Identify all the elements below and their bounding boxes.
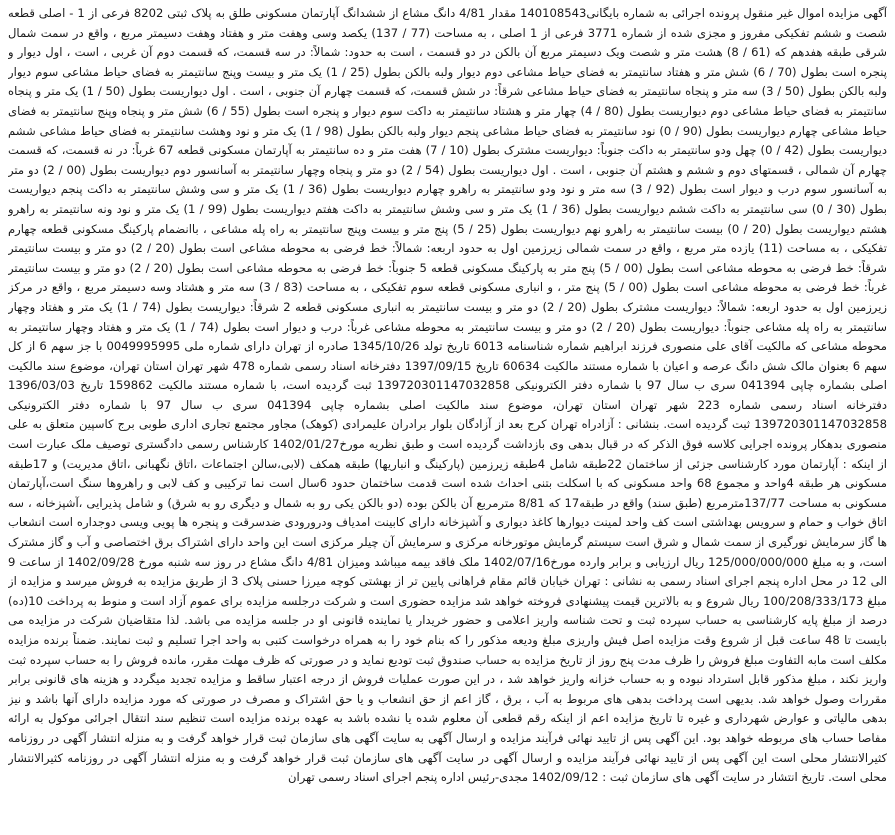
notice-body-text: آگهی مزایده اموال غیر منقول پرونده اجرائی به شماره بایگانی140108543 مقدار 4/81 دانگ مشاع از ششدانگ آپارتمان مسکونی طلق به پلاک ثبتی 8202 فرعی از 1 - اصلی قطعه شصت و ششم تفکیکی مفروز و مجزی شده از شماره 3771 فرعی از 1 اصلی ، به مساحت (77 / 137) یکصد وسی وهفت متر و هفتاد وهفت دسیمتر مربع ، واقع در سمت شمال شرقی طبقه هفدهم که (61 / 8) هشت متر و شصت ویک دسیمتر مربع آن بالکن در دو قسمت ، است به حدود: شمالاً: در سه قسمت، که قسمت دوم آن غربی ، است ، اول دیوار و پنجره است بطول (70 / 6) شش متر و هفتاد سانتیمتر به فضای حیاط مشاعی دوم دیوار ولبه بالکن بطول (25 / 1) یک متر و بیست وپنج سانتیمتر به فضای حیاط مشاعی سوم دیوار ولبه بالکن بطول (50 / 3) سه متر و پنجاه سانتیمتر به فضای حیاط مشاعی شرقاً: در شش قسمت، که قسمت چهارم آن جنوبی ، است . اول دیواریست بطول (50 / 1) یک متر و پنجاه سانتیمتر به فضای حیاط مشاعی دوم دیواریست بطول (80 / 4) چهار متر و هشتاد سانتیمتر به داکت سوم دیوار و پنجره است بطول (55 / 6) شش متر و پنجاه وپنج سانتیمتر به فضای حیاط مشاعی چهارم دیواریست بطول (90 / 0) نود سانتیمتر به فضای حیاط مشاعی پنجم دیوار ولبه بالکن بطول (98 / 1) یک متر و نود وهشت سانتیمتر به فضای حیاط مشاعی ششم دیواریست بطول (42 / 0) چهل ودو سانتیمتر به داکت جنوباً: دیواریست مشترک بطول (10 / 7) هفت متر و ده سانتیمتر به آپارتمان مسکونی قطعه 67 غرباً: در نه قسمت، که قسمت چهارم آن شمالی ، قسمتهای دوم و ششم و هشتم آن جنوبی ، است . اول دیواریست بطول (54 / 2) دو متر و پنجاه وچهار سانتیمتر به آسانسور دوم دیواریست بطول (00 / 2) دو متر به آسانسور سوم درب و دیوار است بطول (92 / 3) سه متر و نود ودو سانتیمتر به راهرو چهارم دیواریست بطول (36 / 1) یک متر و سی وشش سانتیمتر به داکت پنجم دیواریست بطول (30 / 0) سی سانتیمتر به داکت ششم دیواریست بطول (36 / 1) یک متر و سی وشش سانتیمتر به داکت هفتم دیواریست بطول (99 / 1) یک متر و نود ونه سانتیمتر به راهرو هشتم دیواریست بطول (20 / 0) بیست سانتیمتر به راهرو نهم دیواریست بطول (25 / 5) پنج متر و بیست وپنج سانتیمتر به راه پله مشاعی ، باانضمام پارکینگ مسکونی قطعه چهارم تفکیکی ، به مساحت (11) یازده متر مربع ، واقع در سمت شمالی زیرزمین اول به حدود اربعه: شمالاً: خط فرضی به محوطه مشاعی است بطول (20 / 2) دو متر و بیست سانتیمتر شرقاً: خط فرضی به محوطه مشاعی است بطول (00 / 5) پنج متر به پارکینگ مسکونی قطعه 5 جنوباً: خط فرضی به محوطه مشاعی است بطول (20 / 2) دو متر و بیست سانتیمتر غرباً: خط فرضی به محوطه مشاعی است بطول (00 / 5) پنج متر ، و انباری مسکونی قطعه سوم تفکیکی ، به مساحت (83 / 3) سه متر و هشتاد وسه دسیمتر مربع ، واقع در مرکز زیرزمین اول به حدود اربعه: شمالاً: دیواریست مشترک بطول (20 / 2) دو متر و بیست سانتیمتر به انباری مسکونی قطعه 2 شرقاً: دیواریست بطول (74 / 1) یک متر و هفتاد وچهار سانتیمتر به راه پله مشاعی جنوباً: دیواریست بطول (20 / 2) دو متر و بیست سانتیمتر به محوطه مشاعی غرباً: درب و دیوار است بطول (74 / 1) یک متر و هفتاد وچهار سانتیمتر به محوطه مشاعی که مالکیت آقای علی منصوری فرزند ابراهیم شماره شناسنامه 6013 تاریخ تولد 1345/10/26 صادره از تهران دارای شماره ملی 0049995995 با جز سهم 6 از کل سهم 6 بعنوان مالک شش دانگ عرصه و اعیان با شماره مستند مالکیت 60634 تاریخ 1397/09/15 دفترخانه اسناد رسمی شماره 478 شهر تهران استان تهران، موضوع سند مالکیت اصلی بشماره چاپی 041394 سری ب سال 97 با شماره دفتر الکترونیکی 139720301147032858 ثبت گردیده است، با شماره مستند مالکیت 159862 تاریخ 1396/03/03 دفترخانه اسناد رسمی شماره 223 شهر تهران استان تهران، موضوع سند مالکیت اصلی بشماره چاپی 041394 سری ب سال 97 با شماره دفتر الکترونیکی 139720301147032858 ثبت گردیده است. بنشانی : آزادراه تهران کرج بعد از آزادگان بلوار برادران علیمرادی (کوهک) مجاور مجتمع تجاری اداری طوبی برج کاسپین متعلق به علی منصوری بدهکار پرونده اجرایی کلاسه فوق الذکر که در قبال بدهی وی بازداشت گردیده است و طبق نظریه مورخ1402/01/27 کارشناس رسمی دادگستری توصیف ملک عبارت است از اینکه : آپارتمان مورد کارشناسی جزئی از ساختمان 22طبقه شامل 4طبقه زیرزمین (پارکینگ و انباریها) طبقه همکف (لابی،سالن اجتماعات ،اتاق نگهبانی ،اتاق مدیریت) و 17طبقه مسکونی هر طبقه 4واحد و مجموع 68 واحد مسکونی که با اسکلت بتنی احداث شده است قدمت ساختمان حدود 6سال است نما ترکیبی و کف لابی و راهروها سنگ است،آپارتمان مسکونی به مساحت 137/77مترمربع (طبق سند) واقع در طبقه17 که 8/81 مترمربع آن بالکن بوده (دو بالکن یکی رو به شمال و دیگری رو به شرق) و شامل پذیرایی ،آشپزخانه ، سه اتاق خواب و حمام و سرویس بهداشتی است کف واحد لمینت دیوارها کاغذ دیواری و آشپزخانه دارای کابینت امدیاف ودرورودی ضدسرقت و پنجره ها پویی ویسی دوجداره است انشعاب ها گاز سرمایش نورگیری از سمت شمال و شرق است سیستم گرمایش موتورخانه مرکزی و سرمایش آن چیلر مرکزی است این واحد دارای اشتراک برق اختصاصی و آب و گاز مشترک است، و به مبلغ 125/000/000/000 ریال ارزیابی و برابر وارده مورخ1402/07/16 ملک فاقد بیمه میباشد ومیزان 4/81 دانگ مشاع در روز سه شنبه مورخ 1402/09/28 از ساعت 9 الی 12 در محل اداره پنجم اجرای اسناد رسمی به نشانی : تهران خیابان قائم مقام فراهانی پایین تر از بهشتی کوچه میرزا حسنی پلاک 3 از طریق مزایده به فروش میرسد و مزایده از مبلغ 100/208/333/173 ریال شروع و به بالاترین قیمت پیشنهادی فروخته خواهد شد مزایده حضوری است و شرکت درجلسه مزایده برای عموم آزاد است و منوط به پرداخت 10(ده) درصد از مبلغ پایه کارشناسی به حساب سپرده ثبت و تحت شناسه واریز اعلامی و حضور خریدار یا نماینده قانونی او در جلسه مزایده می باشد. لذا متقاضیان شرکت در مزایده می بایست تا 48 ساعت قبل از شروع وقت مزایده اصل فیش واریزی مبلغ ودیعه مذکور را که بنام خود را به همراه درخواست کتبی به واحد اجرا تسلیم و ثبت نمایند. ضمناً برنده مزایده مکلف است مابه التفاوت مبلغ فروش را ظرف مدت پنج روز از تاریخ مزایده به حساب صندوق ثبت تودیع نماید و در صورتی که ظرف مهلت مقرر، مانده فروش را به حساب سپرده ثبت واریز نکند ، مبلغ مذکور قابل استرداد نبوده و به حساب خزانه واریز خواهد شد ، در این صورت عملیات فروش از درجه اعتبار ساقط و مزایده تجدید میگردد و هزینه های قانونی برابر مقررات وصول خواهد شد. بدیهی است پرداخت بدهی های مربوط به آب ، برق ، گاز اعم از حق انشعاب و یا حق اشتراک و مصرف در صورتی که مورد مزایده دارای آنها باشد و نیز بدهی مالیاتی و عوارض شهرداری و غیره تا تاریخ مزایده اعم از اینکه رقم قطعی آن معلوم شده یا نشده باشد به عهده برنده مزایده است تنظیم سند انتقال اجرائی موکول به ارائه مفاصا حساب های مربوطه خواهد بود. این آگهی پس از تایید نهائی فرآیند مزایده و ارسال آگهی به سایت آگهی های سازمان ثبت قرار خواهد گرفت و به منزله انتشار آگهی در روزنامه کثیرالانتشار محلی است این آگهی پس از تایید نهائی فرآیند مزایده و ارسال آگهی در سایت آگهی های سازمان ثبت قرار خواهد گرفت و به منزله انتشار آگهی در روزنامه کثیرالانتشار محلی است. تاریخ انتشار در سایت آگهی های سازمان ثبت : 1402/09/12 مجدی-رئیس اداره پنجم اجرای اسناد رسمی تهران bbox=[8, 6, 887, 785]
auction-notice bbox=[8, 4, 887, 827]
